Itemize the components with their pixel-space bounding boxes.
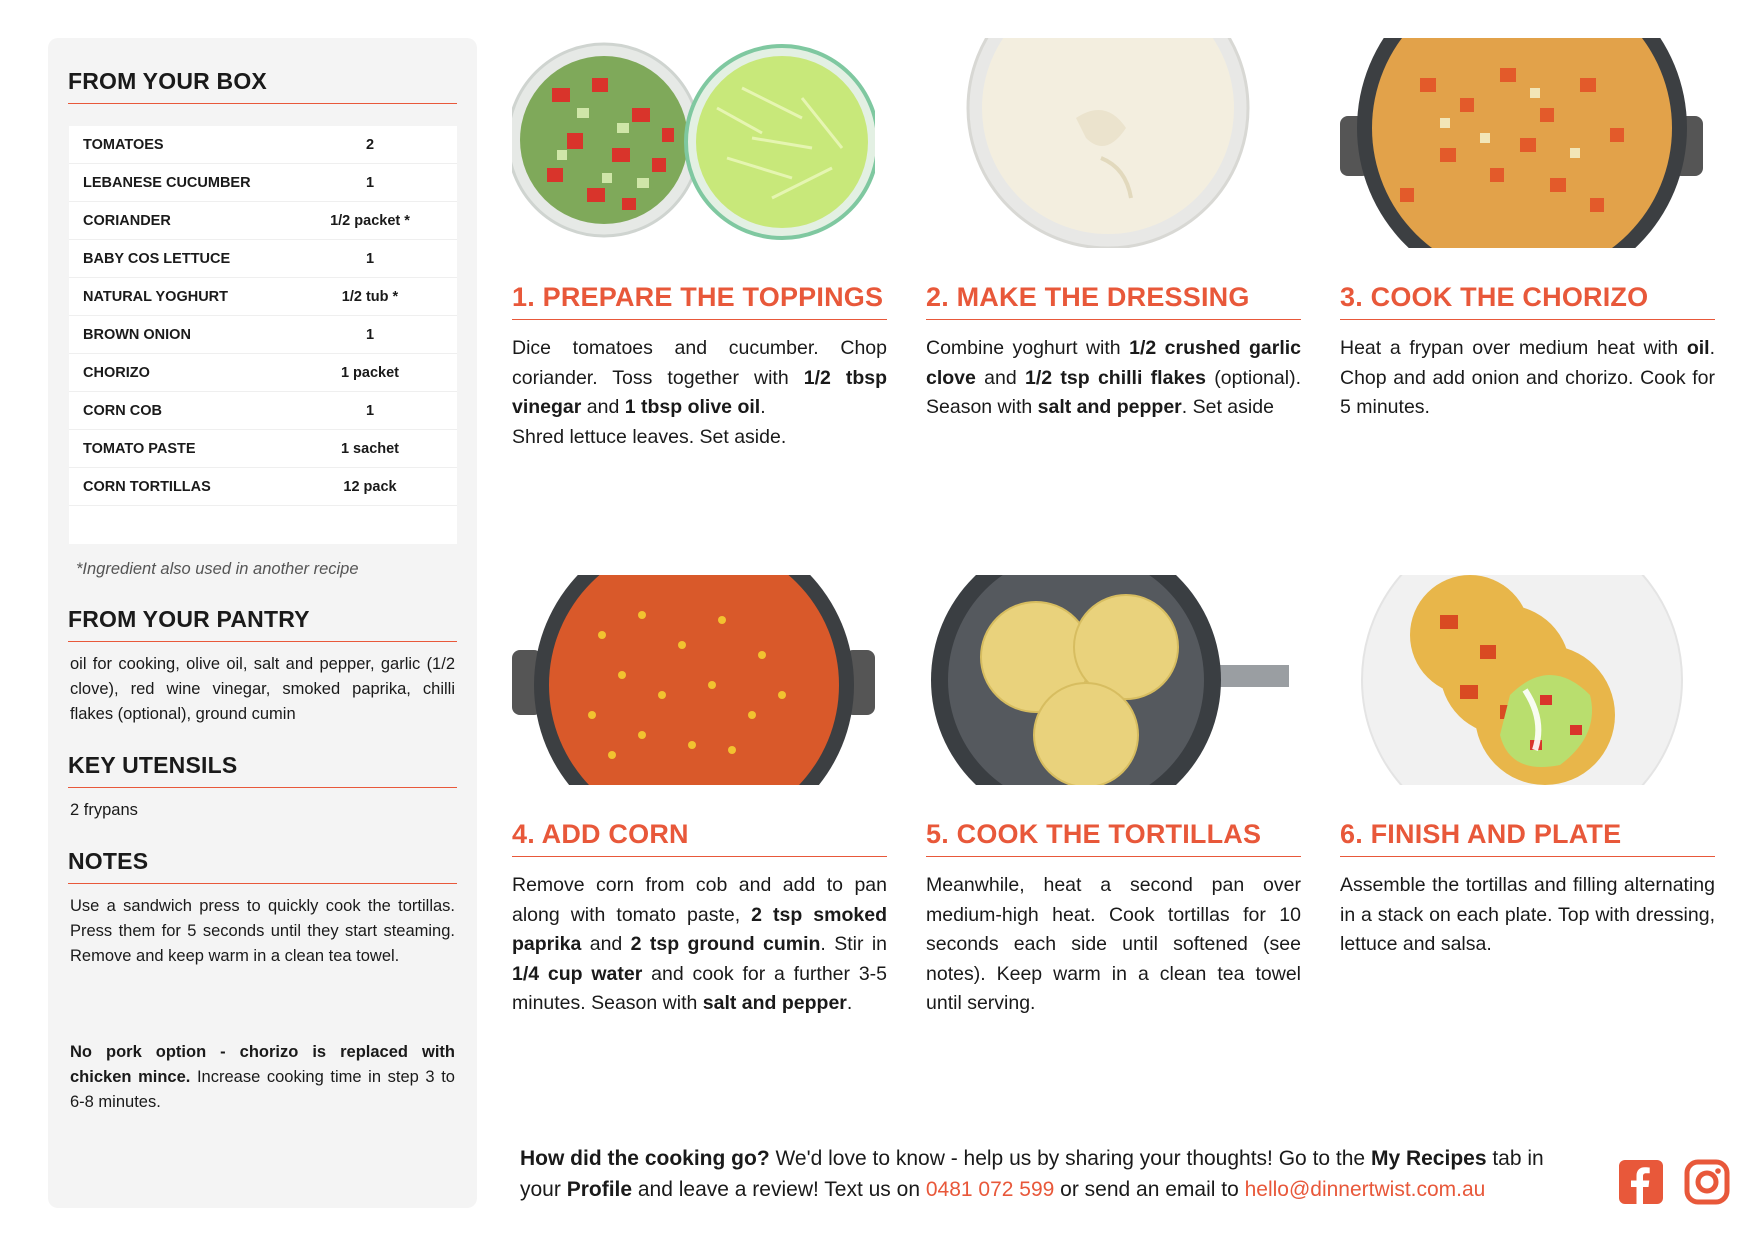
text-segment: . (760, 396, 766, 418)
ingredients-panel (48, 38, 477, 1208)
instagram-icon[interactable] (1684, 1159, 1730, 1205)
step-1-photo (512, 38, 875, 248)
ingredient-row (69, 316, 457, 354)
ingredient-qty: 1/2 packet * (330, 212, 410, 229)
from-your-pantry-title: FROM YOUR PANTRY (68, 606, 457, 642)
ingredient-qty: 1 (365, 174, 375, 191)
no-pork-note-bold: No pork option - chorizo is replaced with chicken mince. (70, 1043, 455, 1086)
text-segment: Combine yoghurt with (926, 337, 1130, 359)
step-6 (1340, 575, 1715, 960)
step-1 (512, 38, 887, 452)
step-1-instructions (512, 334, 887, 452)
ingredient-name: CORN TORTILLAS (83, 478, 211, 495)
text-segment: Meanwhile, heat a second pan over medium-high heat. Cook tortillas for 10 seconds each side until softened (see notes). Keep warm in a clean tea towel until serving. (926, 874, 1301, 1014)
step-4-title: 4. ADD CORN (512, 819, 887, 857)
contact-link[interactable]: hello@dinnertwist.com.au (1244, 1178, 1486, 1201)
ingredient-row (69, 240, 457, 278)
ingredient-row (69, 468, 457, 506)
step-5-photo (926, 575, 1289, 785)
ingredient-row (69, 164, 457, 202)
ingredient-row (69, 354, 457, 392)
ingredient-qty: 12 pack (343, 478, 397, 495)
bold-text: salt and pepper (1037, 396, 1182, 418)
step-3-photo (1340, 38, 1703, 248)
no-pork-note-rest: Increase cooking time in step 3 to 6-8 minutes. (70, 1068, 455, 1111)
step-2-title: 2. MAKE THE DRESSING (926, 282, 1301, 320)
ingredient-qty: 1 (365, 402, 375, 419)
ingredient-name: TOMATOES (83, 136, 164, 153)
step-2 (926, 38, 1301, 423)
key-utensils-title: KEY UTENSILS (68, 752, 457, 788)
text-segment: tab in your (520, 1147, 1544, 1201)
utensils-text: 2 frypans (70, 801, 138, 819)
step-3 (1340, 38, 1715, 423)
feedback-text (520, 1143, 1580, 1205)
ingredient-row (69, 278, 457, 316)
text-segment: Shred lettuce leaves. Set aside. (512, 425, 787, 448)
ingredient-row (69, 430, 457, 468)
bold-text: 1 tbsp olive oil (624, 396, 761, 418)
bold-text: salt and pepper (702, 992, 847, 1014)
text-segment: Heat a frypan over medium heat with (1340, 337, 1687, 359)
bold-text: 1/2 crushed garlic clove (926, 337, 1301, 389)
bold-text: Profile (566, 1178, 633, 1201)
text-segment: and (581, 396, 625, 418)
step-5-instructions (926, 871, 1301, 1019)
text-segment: and leave a review! Text us on (632, 1178, 926, 1201)
ingredient-row (69, 126, 457, 164)
ingredient-footnote: *Ingredient also used in another recipe (76, 560, 359, 578)
step-6-photo (1340, 575, 1703, 785)
ingredient-name: BABY COS LETTUCE (83, 250, 231, 267)
ingredient-qty: 2 (365, 136, 375, 153)
facebook-icon[interactable] (1618, 1159, 1664, 1205)
text-segment: . (846, 992, 853, 1014)
step-6-instructions (1340, 871, 1715, 960)
ingredient-qty: 1/2 tub * (341, 288, 399, 305)
ingredients-table (69, 126, 457, 544)
notes-title: NOTES (68, 848, 457, 884)
ingredient-name: CORIANDER (83, 212, 171, 229)
ingredient-name: TOMATO PASTE (83, 440, 196, 457)
text-segment: and (581, 933, 631, 955)
ingredient-name: CHORIZO (83, 364, 150, 381)
step-3-instructions (1340, 334, 1715, 423)
text-segment: or send an email to (1054, 1178, 1245, 1201)
step-2-photo (926, 38, 1289, 248)
step-6-title: 6. FINISH AND PLATE (1340, 819, 1715, 857)
text-segment: Dice tomatoes and cucumber. Chop coriander. Toss together with (512, 337, 887, 389)
ingredient-name: CORN COB (83, 402, 162, 419)
bold-text: 1/4 cup water (512, 962, 643, 985)
contact-link[interactable]: 0481 072 599 (925, 1178, 1055, 1201)
ingredient-row-empty (69, 506, 457, 544)
ingredient-qty: 1 packet (340, 364, 400, 381)
bold-text: 2 tsp smoked paprika (512, 903, 887, 955)
ingredient-row (69, 202, 457, 240)
ingredient-name: LEBANESE CUCUMBER (83, 174, 251, 191)
bold-text: 2 tsp ground cumin (630, 933, 821, 955)
step-1-title: 1. PREPARE THE TOPPINGS (512, 282, 887, 320)
ingredient-qty: 1 (365, 250, 375, 267)
text-segment: Assemble the tortillas and filling alternating in a stack on each plate. Top with dressing, lettuce and salsa. (1340, 874, 1715, 955)
step-5-title: 5. COOK THE TORTILLAS (926, 819, 1301, 857)
bold-text: oil (1686, 337, 1710, 359)
step-5 (926, 575, 1301, 1019)
notes-text: Use a sandwich press to quickly cook the tortillas. Press them for 5 seconds until they start steaming. Remove and keep warm in a clean tea towel. (70, 897, 455, 965)
ingredient-name: BROWN ONION (83, 326, 191, 343)
text-segment: (optional). Season with (926, 366, 1301, 418)
bold-text: 1/2 tsp chilli flakes (1025, 366, 1206, 389)
ingredient-row (69, 392, 457, 430)
text-segment: . Stir in (820, 933, 887, 955)
step-4-photo (512, 575, 875, 785)
text-segment: Remove corn from cob and add to pan along with tomato paste, (512, 874, 887, 926)
bold-text: How did the cooking go? (520, 1147, 770, 1170)
step-3-title: 3. COOK THE CHORIZO (1340, 282, 1715, 320)
step-4 (512, 575, 887, 1019)
ingredient-name: NATURAL YOGHURT (83, 288, 228, 305)
step-2-instructions (926, 334, 1301, 423)
no-pork-note (70, 1040, 455, 1115)
ingredient-qty: 1 (365, 326, 375, 343)
text-segment: . Chop and add onion and chorizo. Cook for 5 minutes. (1340, 337, 1715, 418)
pantry-text: oil for cooking, olive oil, salt and pepper, garlic (1/2 clove), red wine vinegar, smoked paprika, chilli flakes (optional), ground cumin (70, 655, 455, 723)
ingredient-qty: 1 sachet (340, 440, 400, 457)
text-segment: and (975, 366, 1026, 389)
from-your-box-title: FROM YOUR BOX (68, 68, 457, 104)
bold-text: 1/2 tbsp vinegar (512, 366, 888, 418)
text-segment: We'd love to know - help us by sharing your thoughts! Go to the (769, 1147, 1371, 1170)
text-segment: . Set aside (1181, 396, 1274, 418)
step-4-instructions (512, 871, 887, 1019)
text-segment: and cook for a further 3-5 minutes. Season with (512, 962, 887, 1014)
bold-text: My Recipes (1370, 1147, 1487, 1170)
